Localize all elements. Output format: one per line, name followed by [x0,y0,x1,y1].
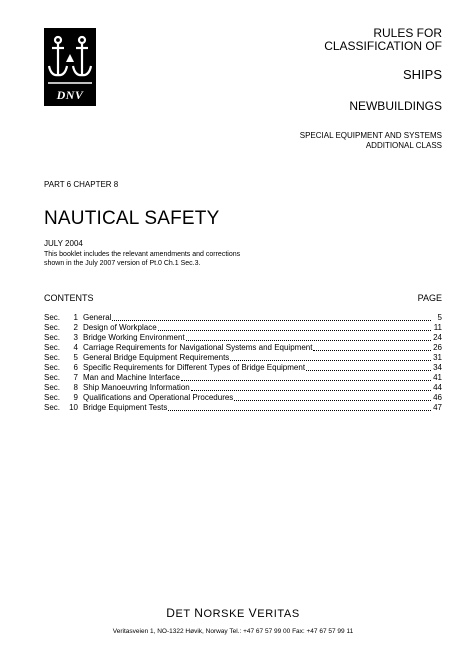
toc-sec-label: Sec. [44,323,61,332]
toc-page-number: 11 [433,323,442,332]
toc-sec-number: 6 [73,363,78,372]
org-letter-d: D [166,606,176,620]
toc-sec-label: Sec. [44,353,61,362]
toc-page-number: 46 [433,393,442,402]
dnv-logo [44,28,96,106]
toc-row[interactable] [44,393,442,403]
part-chapter: PART 6 CHAPTER 8 [44,180,119,189]
toc-sec-number: 4 [73,343,78,352]
classification-of: CLASSIFICATION OF [324,39,442,53]
org-word-orske: ORSKE [203,608,249,620]
toc-sec-number: 7 [73,373,78,382]
anchor-emblem-icon [44,28,96,90]
toc-page-number: 5 [437,313,442,322]
toc-sec-number: 1 [73,313,78,322]
table-of-contents [44,313,442,413]
toc-sec-title: Bridge Working Environment [83,333,185,342]
toc-sec-number: 3 [73,333,78,342]
toc-page-number: 47 [433,403,442,412]
toc-leader [168,409,431,411]
toc-page-number: 41 [433,373,442,382]
special-line-2: ADDITIONAL CLASS [365,141,442,150]
note-line-1: This booklet includes the relevant amendments and corrections [44,251,241,258]
rules-heading [324,27,442,53]
toc-leader [230,359,431,361]
toc-row[interactable] [44,383,442,393]
toc-page-number: 26 [433,343,442,352]
toc-sec-number: 9 [73,393,78,402]
toc-sec-title: Bridge Equipment Tests [83,403,168,412]
toc-leader [306,369,431,371]
ships-heading: SHIPS [402,67,442,82]
toc-page-number: 34 [433,363,442,372]
toc-page-number: 24 [433,333,442,342]
toc-row[interactable] [44,353,442,363]
toc-sec-number: 8 [73,383,78,392]
toc-sec-label: Sec. [44,403,61,412]
logo-text: DNV [56,88,84,102]
toc-sec-number: 10 [69,403,78,412]
toc-sec-title: General [83,313,112,322]
toc-sec-number: 2 [73,323,78,332]
toc-page-number: 31 [433,353,442,362]
document-title: NAUTICAL SAFETY [44,208,220,229]
toc-sec-title: General Bridge Equipment Requirements [83,353,230,362]
rules-for: RULES FOR [373,26,442,40]
page-heading: PAGE [417,293,442,303]
toc-row[interactable] [44,403,442,413]
org-word-et: ET [175,608,195,620]
toc-sec-title: Design of Workplace [83,323,157,332]
toc-sec-label: Sec. [44,373,61,382]
toc-leader [313,349,431,351]
toc-sec-title: Specific Requirements for Different Types of Bridge Equipment [83,363,306,372]
toc-page-number: 44 [433,383,442,392]
toc-sec-label: Sec. [44,313,61,322]
org-letter-v: V [248,606,258,620]
contents-heading: CONTENTS [44,293,94,303]
toc-row[interactable] [44,323,442,333]
toc-sec-label: Sec. [44,363,61,372]
toc-sec-number: 5 [73,353,78,362]
toc-sec-title: Man and Machine Interface [83,373,180,382]
org-word-eritas: ERITAS [257,608,300,620]
toc-row[interactable] [44,343,442,353]
organization-name [0,606,466,620]
toc-sec-title: Carriage Requirements for Navigational Systems and Equipment [83,343,313,352]
toc-row[interactable] [44,373,442,383]
toc-sec-title: Qualifications and Operational Procedures [83,393,234,402]
toc-sec-label: Sec. [44,393,61,402]
toc-leader [181,379,431,381]
toc-row[interactable] [44,313,442,323]
toc-leader [186,339,431,341]
note-line-2: shown in the July 2007 version of Pt.0 Ch.1 Sec.3. [44,260,201,267]
toc-sec-label: Sec. [44,383,61,392]
contents-header [44,293,442,303]
organization-address: Veritasveien 1, NO-1322 Høvik, Norway Tel.: +47 67 57 99 00 Fax: +47 67 57 99 11 [112,628,354,635]
newbuildings-heading: NEWBUILDINGS [349,99,442,113]
toc-leader [234,399,431,401]
toc-leader [191,389,431,391]
toc-sec-title: Ship Manoeuvring Information [83,383,190,392]
toc-leader [112,319,431,321]
toc-leader [158,329,431,331]
special-line-1: SPECIAL EQUIPMENT AND SYSTEMS [299,131,442,140]
org-letter-n: N [194,606,204,620]
toc-sec-label: Sec. [44,333,61,342]
toc-sec-label: Sec. [44,343,61,352]
amendment-note [44,250,304,268]
document-date: JULY 2004 [44,239,83,248]
toc-row[interactable] [44,333,442,343]
special-equipment-heading [300,131,442,151]
toc-row[interactable] [44,363,442,373]
